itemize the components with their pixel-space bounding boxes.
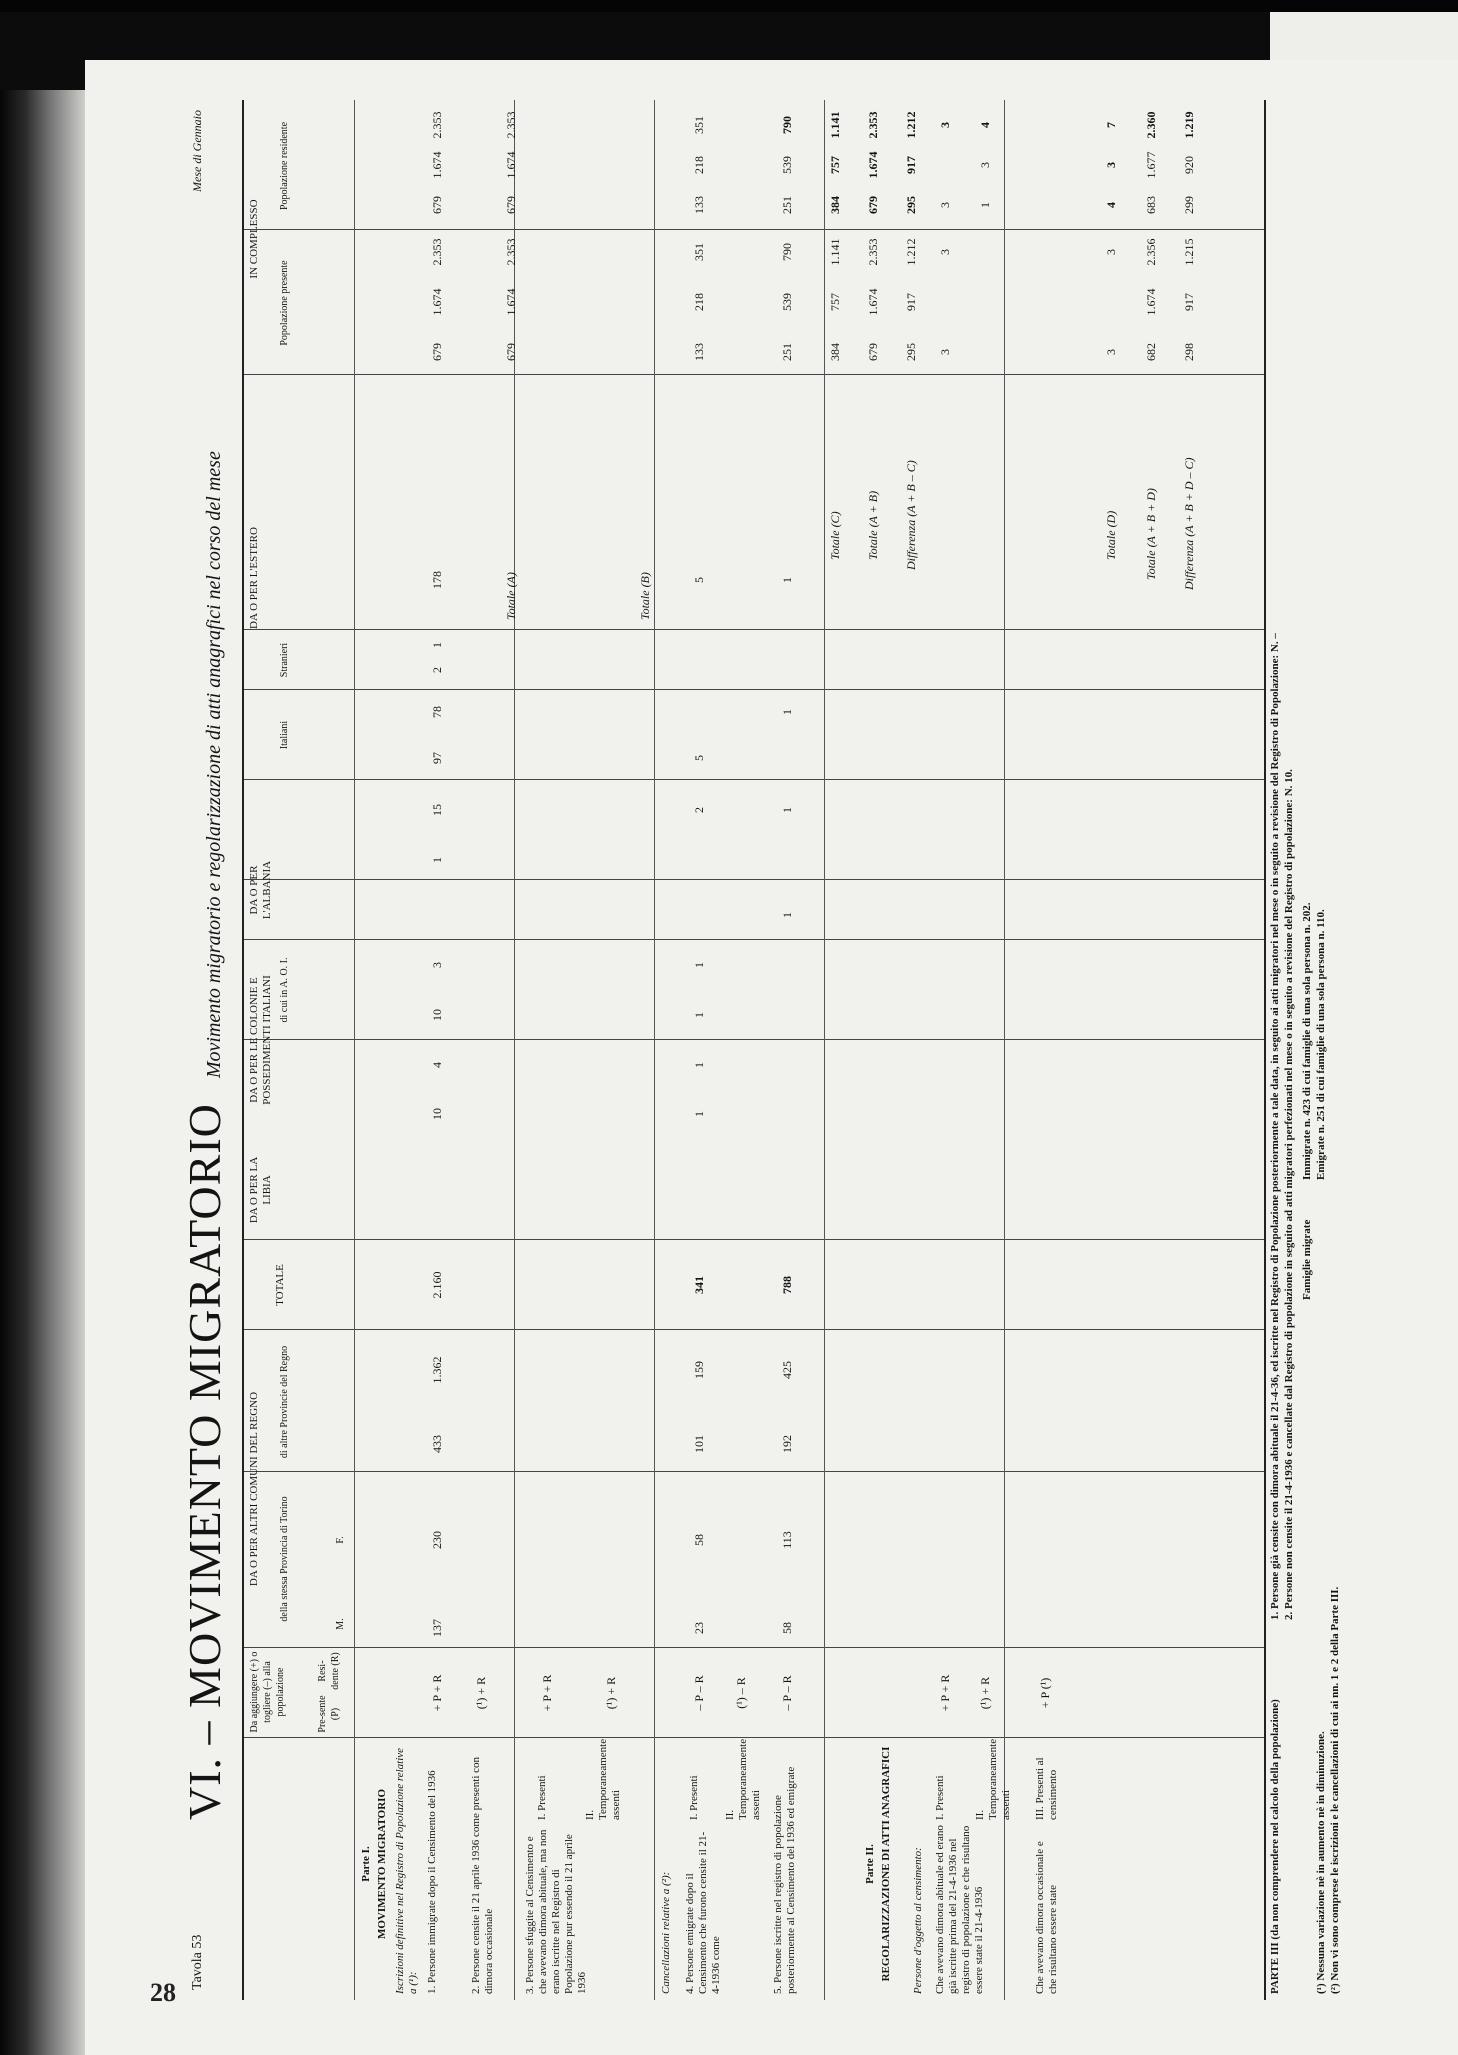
cell-d1-pr-t: 1.212 — [904, 111, 918, 139]
label-row4: 4. Persone emigrate dopo il Censimento che furono censite il 21-4-1936 come — [684, 1831, 722, 1994]
cell-r4a-tot: 341 — [692, 1276, 706, 1294]
header-f: F. — [335, 1536, 346, 1544]
label-totale-c: Totale (C) — [828, 511, 842, 560]
cell-tc-pr-f: 757 — [828, 156, 842, 174]
label-row1: 1. Persone immigrate dopo il Censimento del 1936 — [426, 1770, 438, 1994]
cell-r1-st-m: 2 — [430, 667, 444, 673]
cell-r5-est-tot: 1 — [780, 577, 794, 583]
cell-ta-pp-t: 2.353 — [504, 238, 518, 266]
cell-d2-pr-t: 1.219 — [1182, 111, 1196, 139]
label-parte2-title: REGOLARIZZAZIONE DI ATTI ANAGRAFICI — [880, 1746, 892, 1982]
cell-r1-alb-f: 1 — [430, 857, 444, 863]
cell-r5-pr-m: 251 — [780, 196, 794, 214]
cell-r5-alb-m: 1 — [780, 912, 794, 918]
cell-ta-pp-f: 1.674 — [504, 288, 518, 316]
cell-r5-pp-f: 539 — [780, 293, 794, 311]
cell-r1-pr-m: 679 — [430, 196, 444, 214]
label-row5: 5. Persone iscritte nel registro di popolazione posteriormente al Censimento del 1936 ed emigrate — [772, 1766, 797, 1994]
footer-note1: (¹) Nessuna variazione nè in aumento nè in diminuzione. — [1315, 1731, 1327, 1994]
cell-d2-pp-t: 1.215 — [1182, 238, 1196, 266]
header-totale-comuni: TOTALE — [274, 1264, 286, 1306]
cell-ta-pr-m: 679 — [504, 196, 518, 214]
header-residente: Resi-dente (R) — [317, 1652, 341, 1690]
cell-r4a-sp-m: 23 — [692, 1622, 706, 1634]
cell-td-pp-m: 3 — [1104, 349, 1118, 355]
label-row3a: I. Presenti — [536, 1775, 548, 1820]
cell-r4a-pp-t: 351 — [692, 243, 706, 261]
cell-r5-sp-m: 58 — [780, 1622, 794, 1634]
cell-tc-pp-t: 1.141 — [828, 238, 842, 266]
cell-td-pr-m: 4 — [1104, 202, 1118, 208]
cell-tc-pp-f: 757 — [828, 293, 842, 311]
cell-tabd-pr-f: 1.677 — [1144, 151, 1158, 179]
header-complesso: IN COMPLESSO — [248, 199, 260, 279]
header-presente: Pre-sente (P) — [317, 1695, 341, 1733]
label-totale-b: Totale (B) — [638, 572, 652, 620]
cell-r6b-pr-m: 1 — [978, 202, 992, 208]
label-diff2: Differenza (A + B + D – C) — [1182, 457, 1196, 590]
cell-r5-ap-m: 192 — [780, 1435, 794, 1453]
label-totale-a: Totale (A) — [504, 572, 518, 620]
cell-r1-col-f: 4 — [430, 1062, 444, 1068]
cell-r1-alb-tot: 15 — [430, 804, 444, 816]
cell-r4a-pp-m: 133 — [692, 343, 706, 361]
header-altre-provincie: di altre Provincie del Regno — [279, 1345, 290, 1459]
sign-row5: – P – R — [780, 1675, 794, 1711]
label-row7a: III. Presenti al censimento — [1034, 1757, 1059, 1820]
scan-top-band — [0, 0, 1458, 12]
header-italiani: Italiani — [279, 720, 290, 750]
cell-r6a-pr-t: 3 — [938, 122, 952, 128]
cell-td-pp-t: 3 — [1104, 249, 1118, 255]
cell-r4a-aoi-m: 1 — [692, 1012, 706, 1018]
book-binding — [0, 90, 85, 2055]
cell-tab-pp-m: 679 — [866, 343, 880, 361]
cell-td-pr-f: 3 — [1104, 162, 1118, 168]
cell-r5-pp-m: 251 — [780, 343, 794, 361]
label-cancellazioni: Cancellazioni relative a (²): — [660, 1871, 672, 1994]
cell-d1-pp-m: 295 — [904, 343, 918, 361]
footer-p3-1: 1. Persone già censite con dimora abituale il 21-4-36, ed iscritte nel Registro di Popolazione posteriormente a tale data, in seguito ai atti migratori nel mese o in seguito a revisione del Registro di Popolazione: N. – — [1269, 633, 1281, 1620]
header-libia: DA O PER LA LIBIA — [248, 1156, 273, 1224]
header-stranieri: Stranieri — [279, 642, 290, 678]
sign-row4a: – P – R — [692, 1675, 706, 1711]
label-diff1: Differenza (A + B – C) — [904, 460, 918, 570]
header-albania: DA O PER L'ALBANIA — [248, 860, 273, 920]
label-row6b: II. Temporaneamente assenti — [974, 1738, 1012, 1820]
cell-r5-sp-f: 113 — [780, 1531, 794, 1549]
cell-tabd-pp-m: 682 — [1144, 343, 1158, 361]
cell-r5-pr-f: 539 — [780, 156, 794, 174]
cell-r1-it-m: 97 — [430, 752, 444, 764]
page-title — [178, 451, 231, 1820]
label-totale-ab: Totale (A + B) — [866, 490, 880, 560]
footer-parte3: PARTE III (da non comprendere nel calcolo della popolazione) — [1269, 1699, 1281, 1994]
cell-r6a-pp-t: 3 — [938, 249, 952, 255]
cell-tc-pp-m: 384 — [828, 343, 842, 361]
cell-r4a-pp-f: 218 — [692, 293, 706, 311]
header-pop-presente: Popolazione presente — [279, 260, 290, 346]
cell-r4a-ap-m: 101 — [692, 1435, 706, 1453]
cell-d2-pp-m: 298 — [1182, 343, 1196, 361]
cell-r5-alb-tot: 1 — [780, 807, 794, 813]
header-m: M. — [335, 1618, 346, 1630]
migration-table — [242, 100, 1266, 2000]
sign-row1: + P + R — [430, 1674, 444, 1712]
cell-tabd-pp-f: 1.674 — [1144, 288, 1158, 316]
cell-r5-it-f: 1 — [780, 709, 794, 715]
sign-row6b: (¹) + R — [978, 1676, 992, 1710]
scan-corner — [1270, 12, 1458, 60]
cell-r4a-est-tot: 5 — [692, 577, 706, 583]
label-row6: Che avevano dimora abituale ed erano già iscritte prima del 21-4-1936 nel registro di popolazione e che risultano essere state il 21-4-1936 — [934, 1825, 985, 1994]
cell-r1-it-f: 78 — [430, 706, 444, 718]
cell-r1-pr-t: 2.353 — [430, 111, 444, 139]
cell-r1-pr-f: 1.674 — [430, 151, 444, 179]
tavola-label: Tavola 53 — [190, 1934, 205, 1990]
header-colonie: DA O PER LE COLONIE E POSSEDIMENTI ITALIANI — [248, 975, 273, 1105]
cell-tab-pp-t: 2.353 — [866, 238, 880, 266]
footer-immigrate: Immigrate n. 423 di cui famiglie di una sola persona n. 202. — [1301, 902, 1313, 1180]
sign-row3a: + P + R — [540, 1674, 554, 1712]
cell-r1-aoi-m: 10 — [430, 1009, 444, 1021]
cell-r6a-pr-m: 3 — [938, 202, 952, 208]
cell-r1-pp-m: 679 — [430, 343, 444, 361]
rotated-table-sheet — [179, 100, 1342, 2000]
cell-r4a-col-m: 1 — [692, 1111, 706, 1117]
footer-emigrate: Emigrate n. 251 di cui famiglie di una sola persona n. 110. — [1315, 909, 1327, 1180]
cell-ta-pp-m: 679 — [504, 343, 518, 361]
cell-r6a-pp-m: 3 — [938, 349, 952, 355]
cell-d1-pp-f: 917 — [904, 293, 918, 311]
cell-tabd-pp-t: 2.356 — [1144, 238, 1158, 266]
cell-r5-ap-f: 425 — [780, 1361, 794, 1379]
cell-r1-est-tot: 178 — [430, 571, 444, 589]
label-totale-abd: Totale (A + B + D) — [1144, 488, 1158, 580]
header-estero: DA O PER L'ESTERO — [248, 527, 260, 629]
cell-d2-pr-m: 299 — [1182, 196, 1196, 214]
label-parte2: Parte II. — [864, 1844, 876, 1884]
cell-r4a-alb-tot: 2 — [692, 807, 706, 813]
cell-r1-sp-f: 230 — [430, 1531, 444, 1549]
cell-r1-ap-m: 433 — [430, 1435, 444, 1453]
cell-ta-pr-f: 1.674 — [504, 151, 518, 179]
cell-r1-pp-t: 2.353 — [430, 238, 444, 266]
header-stessa-provincia: della stessa Provincia di Torino — [279, 1496, 290, 1622]
cell-tc-pr-m: 384 — [828, 196, 842, 214]
cell-d1-pr-f: 917 — [904, 156, 918, 174]
cell-r1-tot: 2.160 — [430, 1271, 444, 1299]
cell-tab-pr-f: 1.674 — [866, 151, 880, 179]
cell-d2-pp-f: 917 — [1182, 293, 1196, 311]
cell-r5-pr-t: 790 — [780, 116, 794, 134]
cell-r4a-pr-m: 133 — [692, 196, 706, 214]
cell-tab-pp-f: 1.674 — [866, 288, 880, 316]
cell-r5-pp-t: 790 — [780, 243, 794, 261]
cell-r1-pp-f: 1.674 — [430, 288, 444, 316]
cell-r4a-sp-f: 58 — [692, 1534, 706, 1546]
cell-d1-pp-t: 1.212 — [904, 238, 918, 266]
cell-tabd-pr-m: 683 — [1144, 196, 1158, 214]
header-comuni: DA O PER ALTRI COMUNI DEL REGNO — [248, 1391, 260, 1587]
label-row4a: I. Presenti — [688, 1775, 700, 1820]
cell-r1-ap-f: 1.362 — [430, 1356, 444, 1384]
cell-tab-pr-m: 679 — [866, 196, 880, 214]
label-totale-d: Totale (D) — [1104, 510, 1118, 560]
footer-note2: (²) Non vi sono comprese le iscrizioni e le cancellazioni di cui ai nn. 1 e 2 della Parte III. — [1329, 1586, 1341, 1994]
cell-r4a-col-f: 1 — [692, 1062, 706, 1068]
footer-p3-2: 2. Persone non censite il 21-4-1936 e cancellate dal Registro di popolazione in seguito ad atti migratori perfezionati nel mese o in seguito a revisione del Registro di popolazione: N. 10. — [1283, 769, 1295, 1620]
label-row7: Che avevano dimora occasionale e che risultano essere state — [1034, 1841, 1059, 1994]
label-row3: 3. Persone sfuggite al Censimento e che avevano dimora abituale, ma non erano iscritte nel Registro di Popolazione pur essendo il 21 aprile 1936 — [524, 1829, 588, 1994]
label-row3b: II. Temporaneamente assenti — [584, 1738, 622, 1820]
cell-ta-pr-t: 2.353 — [504, 111, 518, 139]
cell-r4a-pr-f: 218 — [692, 156, 706, 174]
sign-row2: (¹) + R — [474, 1676, 488, 1710]
cell-r6b-pr-f: 3 — [978, 162, 992, 168]
header-di-cui: di cui in A. O. I. — [279, 957, 290, 1023]
label-row4b: II. Temporaneamente assenti — [724, 1738, 762, 1820]
sign-row7a: + P (¹) — [1038, 1677, 1052, 1709]
header-da-aggiungere: Da aggiungere (+) o togliere (–) alla popolazione — [249, 1651, 286, 1733]
label-persone-oggetto: Persone d'oggetto al censimento: — [912, 1847, 924, 1994]
cell-r5-tot: 788 — [780, 1276, 794, 1294]
cell-tab-pr-t: 2.353 — [866, 111, 880, 139]
label-iscrizioni: Iscrizioni definitive nel Registro di Popolazione relative a (¹): — [394, 1747, 419, 1994]
sign-row6a: + P + R — [938, 1674, 952, 1712]
cell-r4a-it-m: 5 — [692, 755, 706, 761]
cell-r1-aoi-f: 3 — [430, 962, 444, 968]
cell-r1-sp-m: 137 — [430, 1619, 444, 1637]
sign-row3b: (¹) + R — [604, 1676, 618, 1710]
label-parte1: Parte I. — [360, 1846, 372, 1882]
page-number: 28 — [150, 1978, 176, 2007]
cell-td-pr-t: 7 — [1104, 122, 1118, 128]
label-row2: 2. Persone censite il 21 aprile 1936 come presenti con dimora occasionale — [470, 1756, 495, 1994]
cell-r4a-pr-t: 351 — [692, 116, 706, 134]
cell-r4a-aoi-f: 1 — [692, 962, 706, 968]
cell-r4a-ap-f: 159 — [692, 1361, 706, 1379]
header-pop-residente: Popolazione residente — [279, 121, 290, 211]
cell-r1-st-f: 1 — [430, 642, 444, 648]
sign-row4b: (¹) – R — [734, 1677, 748, 1709]
cell-r6b-pr-t: 4 — [978, 122, 992, 128]
month-label: Mese di Gennaio — [190, 110, 204, 192]
label-parte1-title: MOVIMENTO MIGRATORIO — [376, 1788, 388, 1940]
label-row6a: I. Presenti — [934, 1775, 946, 1820]
cell-tabd-pr-t: 2.360 — [1144, 111, 1158, 139]
title-main: VI. – MOVIMENTO MIGRATORIO — [179, 1103, 230, 1820]
cell-tc-pr-t: 1.141 — [828, 111, 842, 139]
cell-d1-pr-m: 295 — [904, 196, 918, 214]
footer-famiglie: Famiglie migrate — [1301, 1219, 1313, 1300]
cell-r1-col-m: 10 — [430, 1108, 444, 1120]
cell-d2-pr-f: 920 — [1182, 156, 1196, 174]
title-sub: Movimento migratorio e regolarizzazione di atti anagrafici nel corso del mese — [203, 451, 225, 1079]
